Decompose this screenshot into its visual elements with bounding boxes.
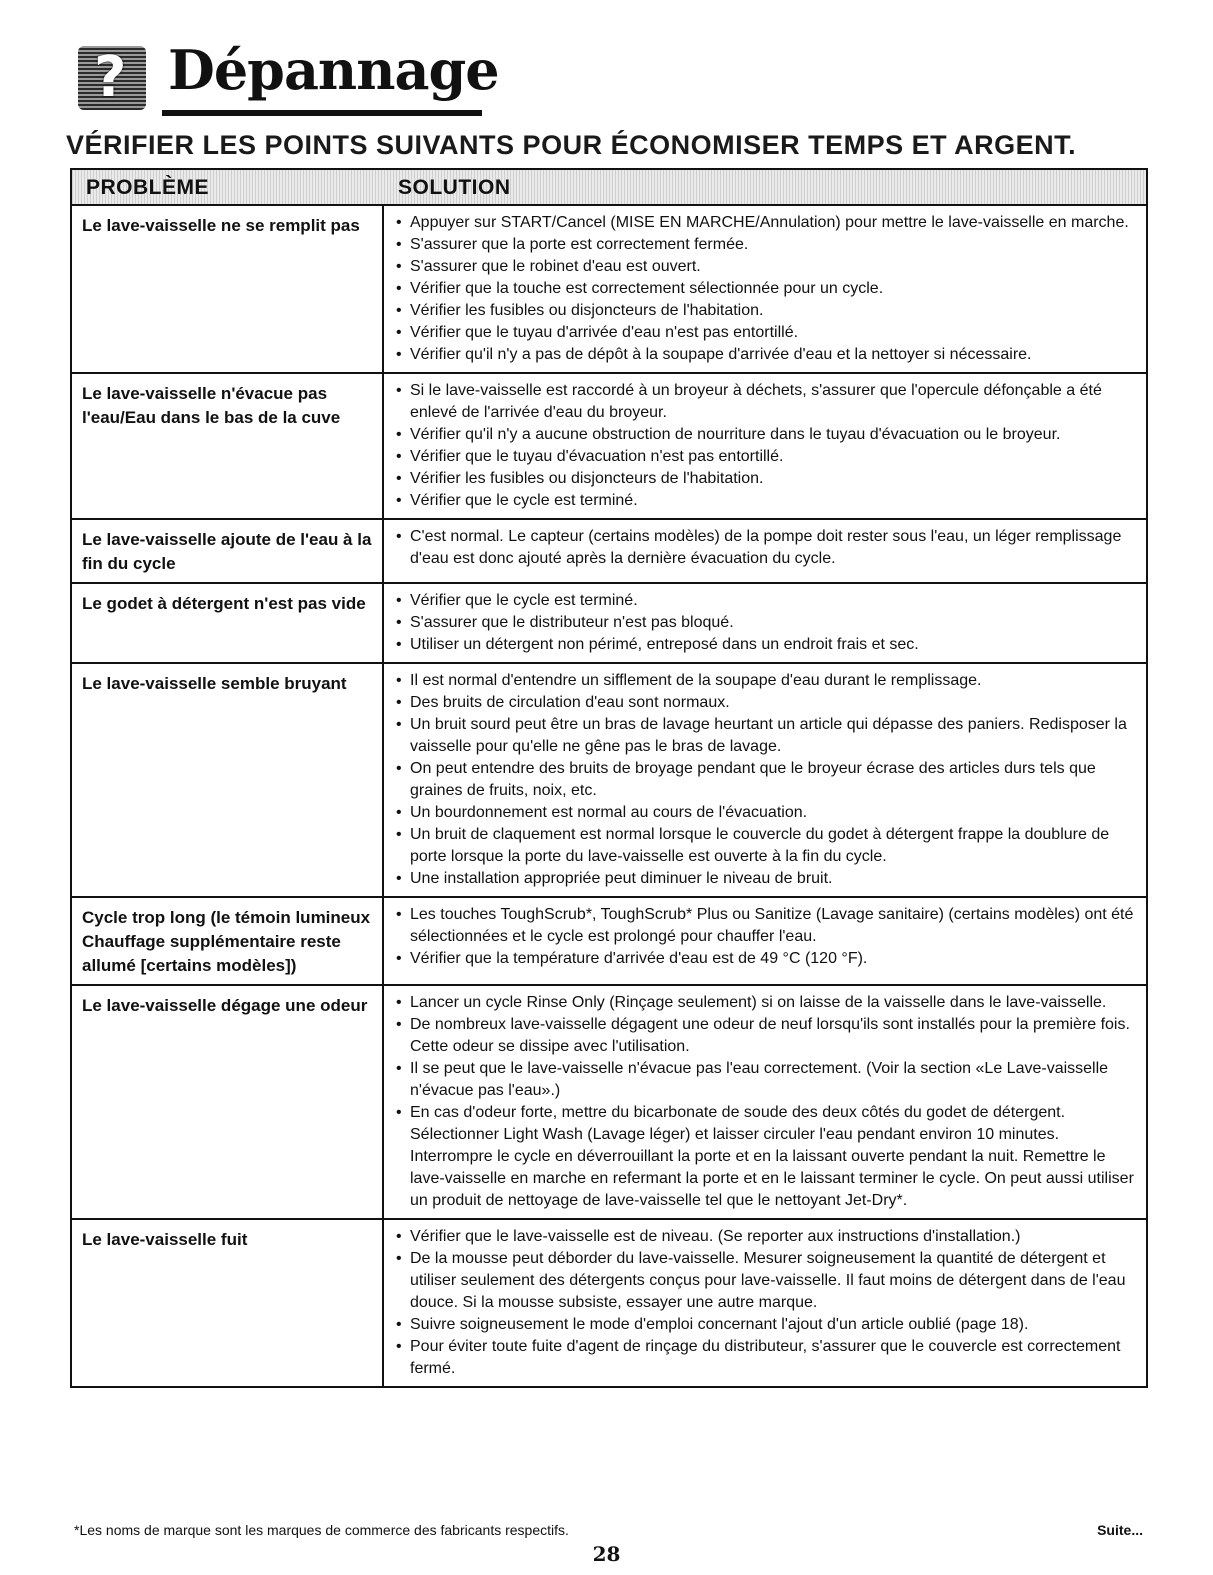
solution-list — [394, 1226, 1138, 1380]
solution-item: • Si le lave-vaisselle est raccordé à un broyeur à déchets, s'assurer que l'opercule défonçable a été enlevé de l'arrivée d'eau du broyeur. — [394, 380, 1138, 424]
solution-item: • Il se peut que le lave-vaisselle n'évacue pas l'eau correctement. (Voir la section «Le Lave-vaisselle n'évacue pas l'eau».) — [394, 1058, 1138, 1102]
solution-cell — [384, 206, 1146, 372]
title-underline — [162, 110, 482, 116]
solution-item: • Vérifier que la température d'arrivée d'eau est de 49 °C (120 °F). — [394, 948, 1138, 970]
solution-list — [394, 212, 1138, 366]
solution-cell — [384, 374, 1146, 518]
solution-item: • Vérifier que le tuyau d'évacuation n'est pas entortillé. — [394, 446, 1138, 468]
solution-item: • Vérifier qu'il n'y a pas de dépôt à la soupape d'arrivée d'eau et la nettoyer si nécessaire. — [394, 344, 1138, 366]
solution-item: • En cas d'odeur forte, mettre du bicarbonate de soude des deux côtés du godet de détergent. Sélectionner Light Wash (Lavage léger) et laisser circuler l'eau pendant environ 10 minutes. Interrompre le cycle en déverrouillant la porte et en la laissant ouverte pendant la nuit. Remettre le lave-vaisselle en marche en refermant la porte et en le laissant terminer le cycle. On peut aussi utiliser un produit de nettoyage de lave-vaisselle tel que le nettoyant Jet-Dry*. — [394, 1102, 1138, 1212]
solution-cell — [384, 1220, 1146, 1386]
table-row — [72, 664, 1146, 898]
problem-cell: Le lave-vaisselle fuit — [72, 1220, 384, 1386]
solution-cell — [384, 664, 1146, 896]
solution-item: • Appuyer sur START/Cancel (MISE EN MARCHE/Annulation) pour mettre le lave-vaisselle en marche. — [394, 212, 1138, 234]
solution-item: • De la mousse peut déborder du lave-vaisselle. Mesurer soigneusement la quantité de détergent et utiliser seulement des détergents conçus pour lave-vaisselle. Il faut moins de détergent dans de l'eau douce. Si la mousse subsiste, essayer une autre marque. — [394, 1248, 1138, 1314]
problem-cell: Le lave-vaisselle ajoute de l'eau à la fin du cycle — [72, 520, 384, 582]
table-row — [72, 520, 1146, 584]
problem-cell: Le lave-vaisselle semble bruyant — [72, 664, 384, 896]
solution-item: • Utiliser un détergent non périmé, entreposé dans un endroit frais et sec. — [394, 634, 1138, 656]
solution-item: • Vérifier que le lave-vaisselle est de niveau. (Se reporter aux instructions d'installation.) — [394, 1226, 1138, 1248]
solution-list — [394, 992, 1138, 1212]
problem-cell: Le lave-vaisselle ne se remplit pas — [72, 206, 384, 372]
solution-item: • Vérifier les fusibles ou disjoncteurs de l'habitation. — [394, 300, 1138, 322]
table-row — [72, 986, 1146, 1220]
table-body — [72, 206, 1146, 1386]
column-header-problem: PROBLÈME — [86, 176, 210, 199]
solution-item: • Vérifier que le cycle est terminé. — [394, 490, 1138, 512]
solution-item: • C'est normal. Le capteur (certains modèles) de la pompe doit rester sous l'eau, un léger remplissage d'eau est donc ajouté après la dernière évacuation du cycle. — [394, 526, 1138, 570]
table-row — [72, 898, 1146, 986]
solution-item: • Vérifier que la touche est correctement sélectionnée pour un cycle. — [394, 278, 1138, 300]
continued-label: Suite... — [1097, 1522, 1143, 1538]
solution-item: • S'assurer que le robinet d'eau est ouvert. — [394, 256, 1138, 278]
table-row — [72, 1220, 1146, 1386]
table-header — [72, 170, 1146, 206]
solution-list — [394, 526, 1138, 570]
solution-item: • Lancer un cycle Rinse Only (Rinçage seulement) si on laisse de la vaisselle dans le lave-vaisselle. — [394, 992, 1138, 1014]
solution-item: • Pour éviter toute fuite d'agent de rinçage du distributeur, s'assurer que le couvercle est correctement fermé. — [394, 1336, 1138, 1380]
question-mark-glyph: ? — [94, 45, 127, 110]
problem-cell: Le lave-vaisselle dégage une odeur — [72, 986, 384, 1218]
solution-item: • De nombreux lave-vaisselle dégagent une odeur de neuf lorsqu'ils sont installés pour la première fois. Cette odeur se dissipe avec l'utilisation. — [394, 1014, 1138, 1058]
solution-item: • Il est normal d'entendre un sifflement de la soupape d'eau durant le remplissage. — [394, 670, 1138, 692]
solution-item: • Vérifier les fusibles ou disjoncteurs de l'habitation. — [394, 468, 1138, 490]
solution-item: • Des bruits de circulation d'eau sont normaux. — [394, 692, 1138, 714]
solution-item: • Une installation appropriée peut diminuer le niveau de bruit. — [394, 868, 1138, 890]
page-header — [66, 38, 1156, 158]
solution-item: • S'assurer que le distributeur n'est pas bloqué. — [394, 612, 1138, 634]
solution-list — [394, 380, 1138, 512]
question-mark-icon — [78, 46, 146, 110]
solution-cell — [384, 986, 1146, 1218]
column-header-solution: SOLUTION — [398, 176, 511, 199]
solution-cell — [384, 584, 1146, 662]
solution-item: • Vérifier que le cycle est terminé. — [394, 590, 1138, 612]
solution-list — [394, 590, 1138, 656]
page-subtitle: VÉRIFIER LES POINTS SUIVANTS POUR ÉCONOMISER TEMPS ET ARGENT. — [66, 130, 1077, 160]
solution-item: • Suivre soigneusement le mode d'emploi concernant l'ajout d'un article oublié (page 18). — [394, 1314, 1138, 1336]
solution-item: • On peut entendre des bruits de broyage pendant que le broyeur écrase des articles durs tels que graines de fruits, noix, etc. — [394, 758, 1138, 802]
footnote: *Les noms de marque sont les marques de commerce des fabricants respectifs. — [74, 1522, 569, 1538]
solution-item: • Vérifier que le tuyau d'arrivée d'eau n'est pas entortillé. — [394, 322, 1138, 344]
table-row — [72, 374, 1146, 520]
table-row — [72, 584, 1146, 664]
table-row — [72, 206, 1146, 374]
solution-cell — [384, 898, 1146, 984]
solution-list — [394, 904, 1138, 970]
page-title: Dépannage — [168, 38, 499, 102]
solution-item: • Un bourdonnement est normal au cours de l'évacuation. — [394, 802, 1138, 824]
solution-item: • Un bruit sourd peut être un bras de lavage heurtant un article qui dépasse des paniers. Redisposer la vaisselle pour qu'elle ne gêne pas le bras de lavage. — [394, 714, 1138, 758]
troubleshooting-table — [70, 168, 1148, 1388]
solution-cell — [384, 520, 1146, 582]
problem-cell: Le godet à détergent n'est pas vide — [72, 584, 384, 662]
solution-item: • Vérifier qu'il n'y a aucune obstruction de nourriture dans le tuyau d'évacuation ou le broyeur. — [394, 424, 1138, 446]
page-number: 28 — [592, 1542, 621, 1566]
solution-item: • S'assurer que la porte est correctement fermée. — [394, 234, 1138, 256]
problem-cell: Le lave-vaisselle n'évacue pas l'eau/Eau dans le bas de la cuve — [72, 374, 384, 518]
solution-list — [394, 670, 1138, 890]
problem-cell: Cycle trop long (le témoin lumineux Chauffage supplémentaire reste allumé [certains modèles]) — [72, 898, 384, 984]
solution-item: • Les touches ToughScrub*, ToughScrub* Plus ou Sanitize (Lavage sanitaire) (certains modèles) ont été sélectionnées et le cycle est prolongé pour chauffer l'eau. — [394, 904, 1138, 948]
solution-item: • Un bruit de claquement est normal lorsque le couvercle du godet à détergent frappe la doublure de porte lorsque la porte du lave-vaisselle est ouverte à la fin du cycle. — [394, 824, 1138, 868]
